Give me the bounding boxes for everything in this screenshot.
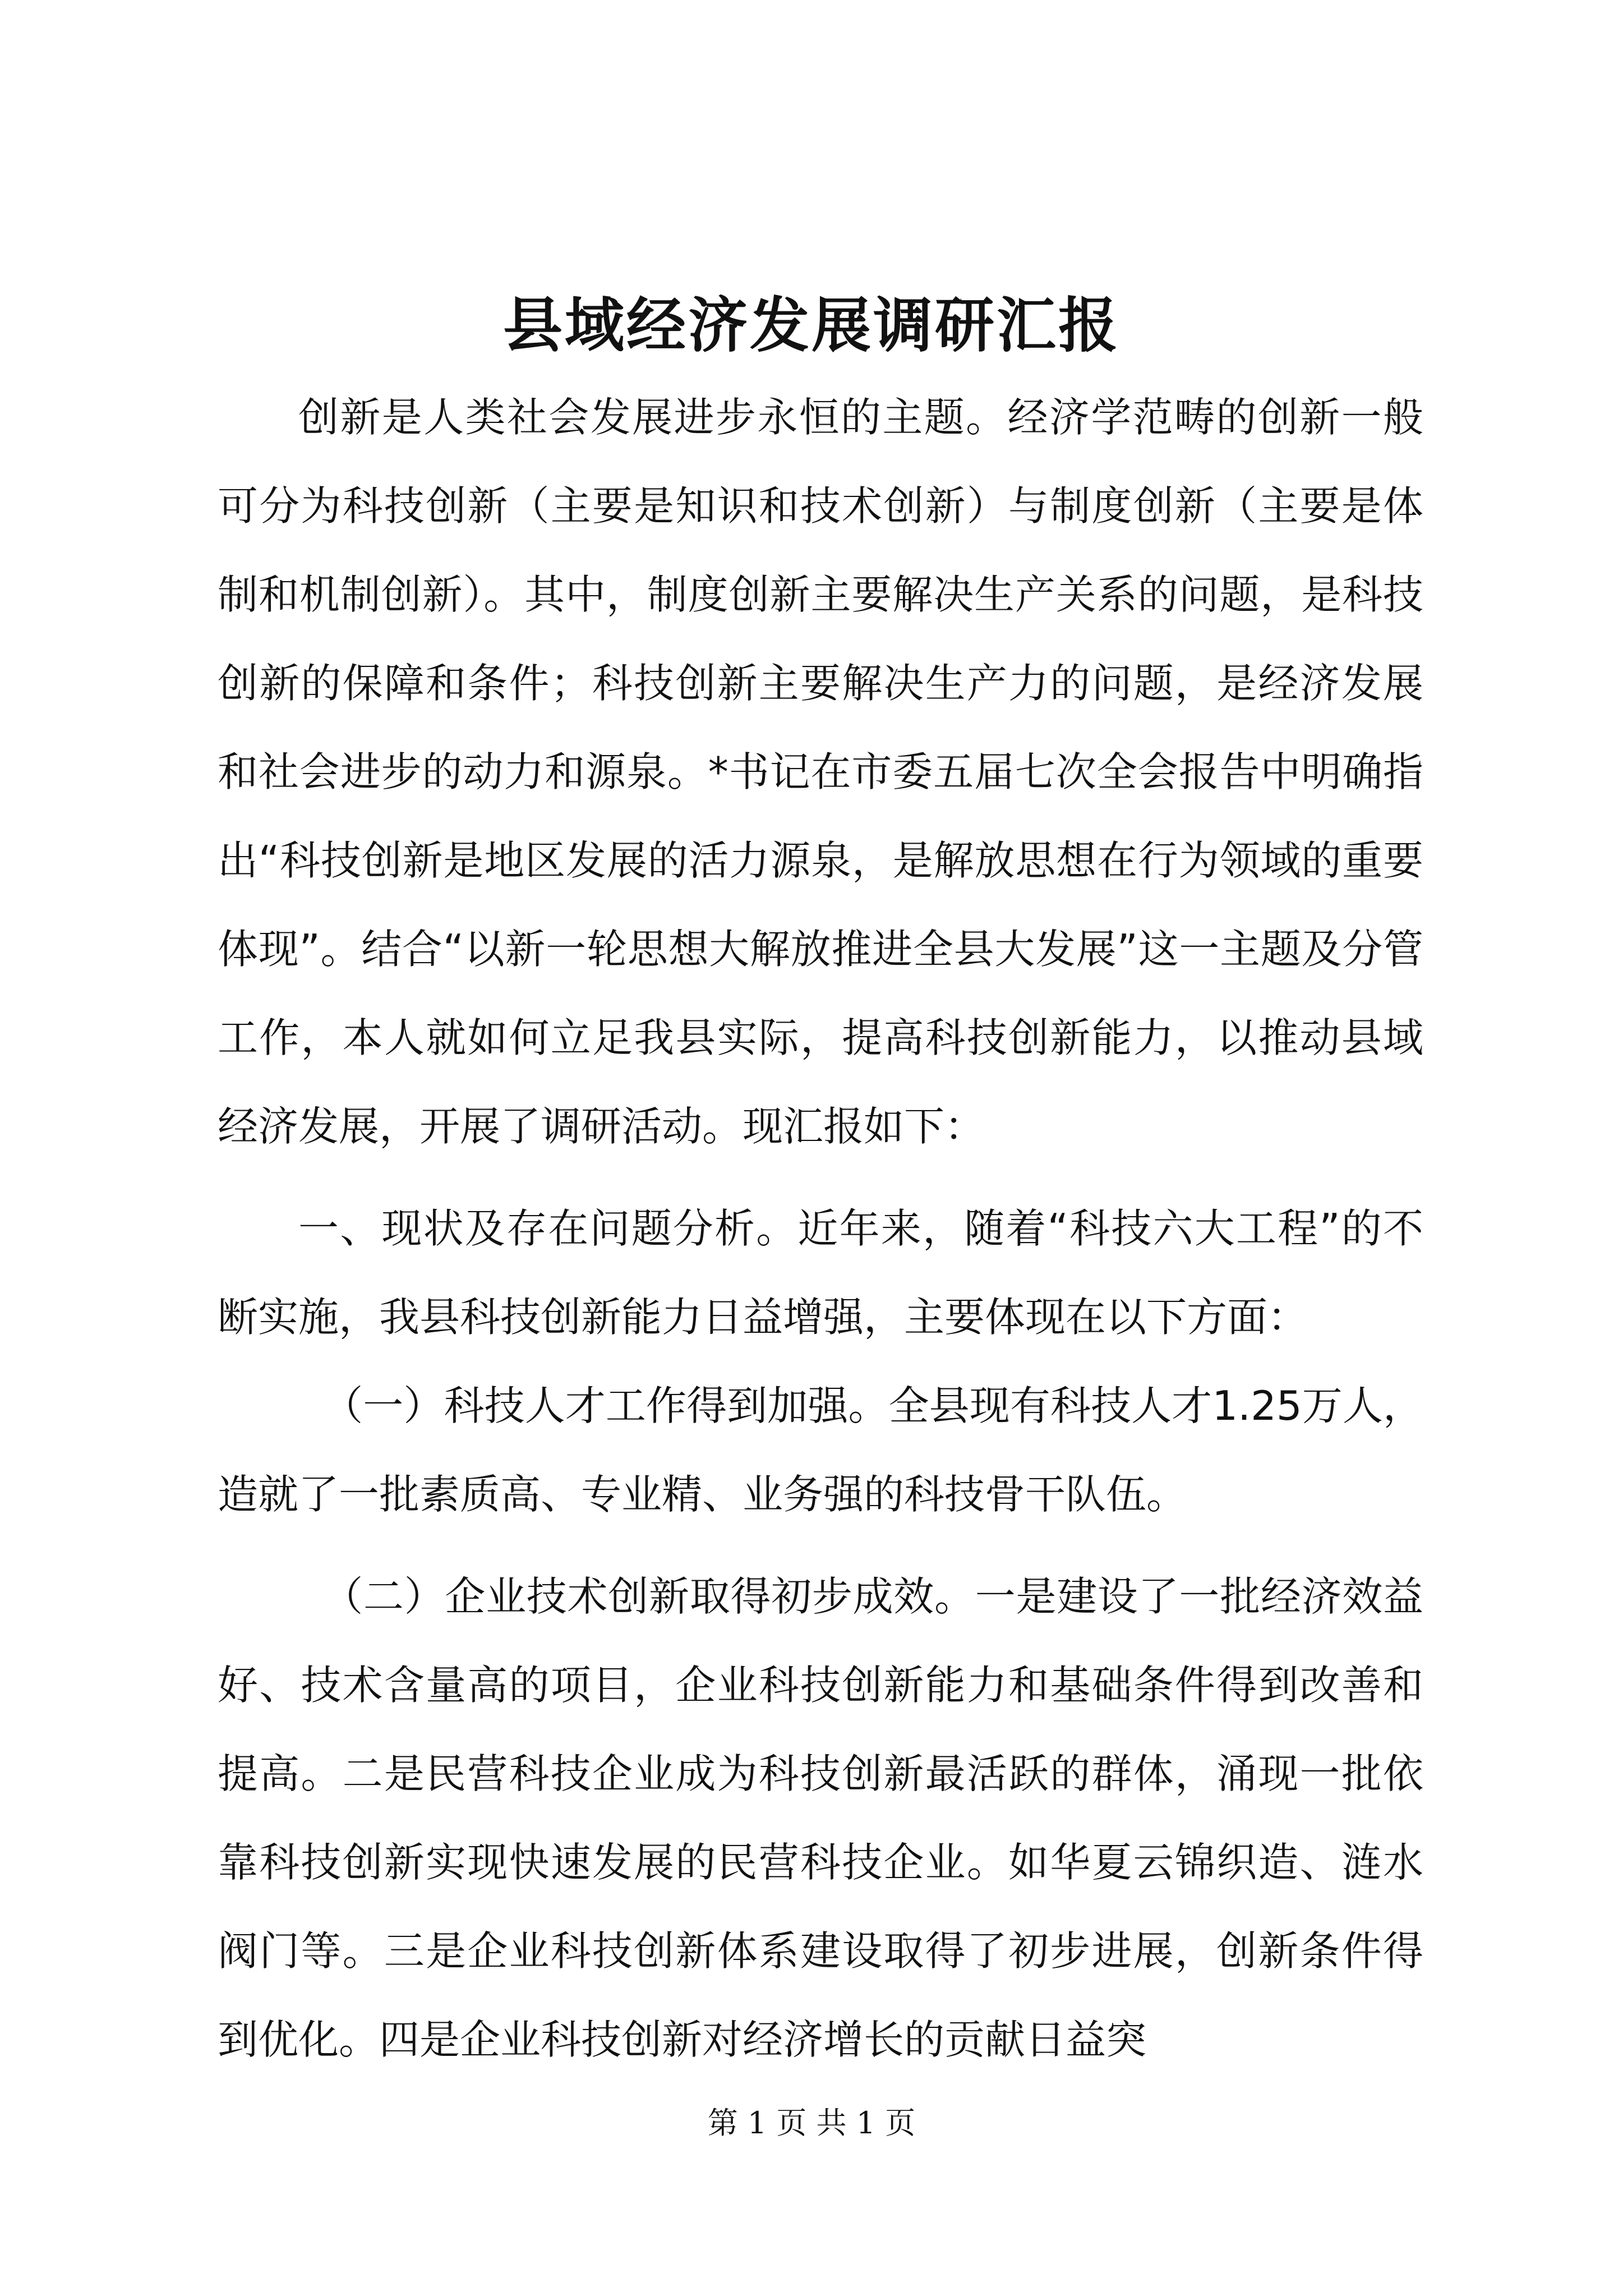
- paragraph-intro: 创新是人类社会发展进步永恒的主题。经济学范畴的创新一般可分为科技创新（主要是知识和技术创新）与制度创新（主要是体制和机制创新）。其中，制度创新主要解决生产关系的问题，是科技创新的保障和条件；科技创新主要解决生产力的问题，是经济发展和社会进步的动力和源泉。*书记在市委五届七次全会报告中明确指出“科技创新是地区发展的活力源泉，是解放思想在行为领域的重要体现”。结合“以新一轮思想大解放推进全县大发展”这一主题及分管工作，本人就如何立足我县实际，提高科技创新能力，以推动县域经济发展，开展了调研活动。现汇报如下：: [218, 394, 1423, 1150]
- paragraph-gap: [218, 1171, 1423, 1184]
- document-title: 县域经济发展调研汇报: [503, 290, 1120, 360]
- page-footer: 第 1 页 共 1 页: [707, 2105, 916, 2141]
- paragraph-gap: [218, 1539, 1423, 1552]
- paragraph-sub-two: （二）企业技术创新取得初步成效。一是建设了一批经济效益好、技术含量高的项目，企业科技创新能力和基础条件得到改善和提高。二是民营科技企业成为科技创新最活跃的群体，涌现一批依靠科技创新实现快速发展的民营科技企业。如华夏云锦织造、涟水阀门等。三是企业科技创新体系建设取得了初步进展，创新条件得到优化。四是企业科技创新对经济增长的贡献日益突: [218, 1573, 1423, 2063]
- paragraph-section-one: 一、现状及存在问题分析。近年来，随着“科技六大工程”的不断实施，我县科技创新能力日益增强，主要体现在以下方面：: [218, 1205, 1423, 1341]
- document-body: [218, 373, 1423, 2084]
- paragraph-sub-one: （一）科技人才工作得到加强。全县现有科技人才1.25万人，造就了一批素质高、专业精、业务强的科技骨干队伍。: [218, 1382, 1423, 1518]
